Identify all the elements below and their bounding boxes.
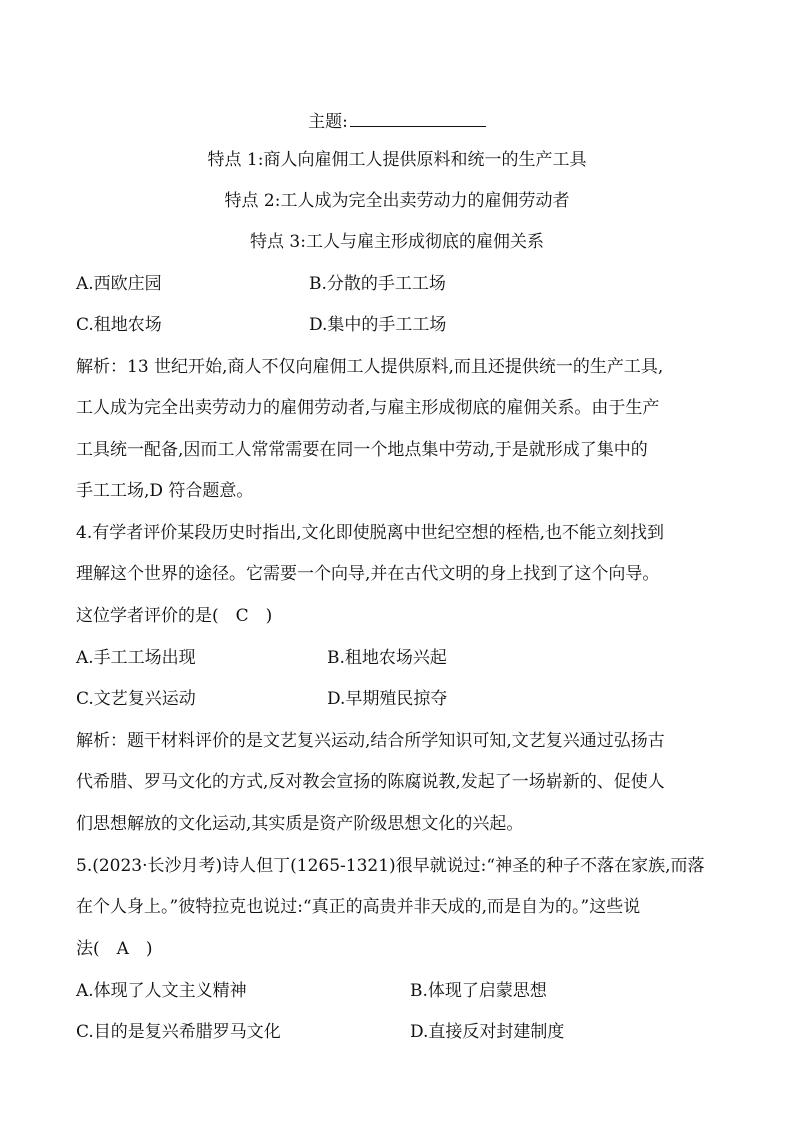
- q4-analysis-line-3: 们思想解放的文化运动,其实质是资产阶级思想文化的兴起。: [76, 814, 524, 834]
- q3-option-c: C.租地农场: [76, 315, 162, 335]
- q3-analysis-line-4: 手工工场,D 符合题意。: [76, 481, 254, 501]
- q4-option-a: A.手工工场出现: [76, 648, 196, 668]
- q5-option-c: C.目的是复兴希腊罗马文化: [76, 1022, 281, 1042]
- q4-stem-line-2: 理解这个世界的途径。它需要一个向导,并在古代文明的身上找到了这个向导。: [76, 564, 660, 584]
- q4-stem-line-1: 4.有学者评价某段历史时指出,文化即使脱离中世纪空想的桎梏,也不能立刻找到: [76, 523, 665, 543]
- q5-option-b: B.体现了启蒙思想: [410, 981, 547, 1001]
- theme-label: 主题:: [308, 112, 348, 132]
- q4-analysis-line-2: 代希腊、罗马文化的方式,反对教会宣扬的陈腐说教,发起了一场崭新的、促使人: [76, 772, 665, 792]
- q3-analysis-line-3: 工具统一配备,因而工人常常需要在同一个地点集中劳动,于是就形成了集中的: [76, 440, 648, 460]
- feature-1: 特点 1:商人向雇佣工人提供原料和统一的生产工具: [207, 150, 587, 170]
- q4-analysis-line-1: 解析：题干材料评价的是文艺复兴运动,结合所学知识可知,文艺复兴通过弘扬古: [76, 731, 665, 751]
- q3-option-d: D.集中的手工工场: [309, 315, 447, 335]
- feature-2: 特点 2:工人成为完全出卖劳动力的雇佣劳动者: [224, 191, 570, 211]
- q5-stem-line-3: 法( A ): [76, 939, 153, 959]
- q4-option-c: C.文艺复兴运动: [76, 689, 196, 709]
- q3-option-a: A.西欧庄园: [76, 274, 162, 294]
- q4-option-b: B.租地农场兴起: [327, 648, 447, 668]
- q5-option-a: A.体现了人文主义精神: [76, 981, 247, 1001]
- q5-option-d: D.直接反对封建制度: [410, 1022, 565, 1042]
- q4-option-d: D.早期殖民掠夺: [327, 689, 448, 709]
- theme-line: [0, 108, 794, 134]
- q3-option-b: B.分散的手工工场: [309, 274, 446, 294]
- theme-blank: [350, 108, 486, 127]
- q3-analysis-line-1: 解析：13 世纪开始,商人不仅向雇佣工人提供原料,而且还提供统一的生产工具,: [76, 357, 664, 377]
- q5-stem-line-1: 5.(2023·长沙月考)诗人但丁(1265-1321)很早就说过:“神圣的种子不落在家族,而落: [76, 856, 705, 876]
- feature-3: 特点 3:工人与雇主形成彻底的雇佣关系: [250, 232, 544, 252]
- q4-stem-line-3: 这位学者评价的是( C ): [76, 606, 273, 626]
- q5-stem-line-2: 在个人身上。”彼特拉克也说过:“真正的高贵并非天成的,而是自为的。”这些说: [76, 897, 641, 917]
- q3-analysis-line-2: 工人成为完全出卖劳动力的雇佣劳动者,与雇主形成彻底的雇佣关系。由于生产: [76, 398, 660, 418]
